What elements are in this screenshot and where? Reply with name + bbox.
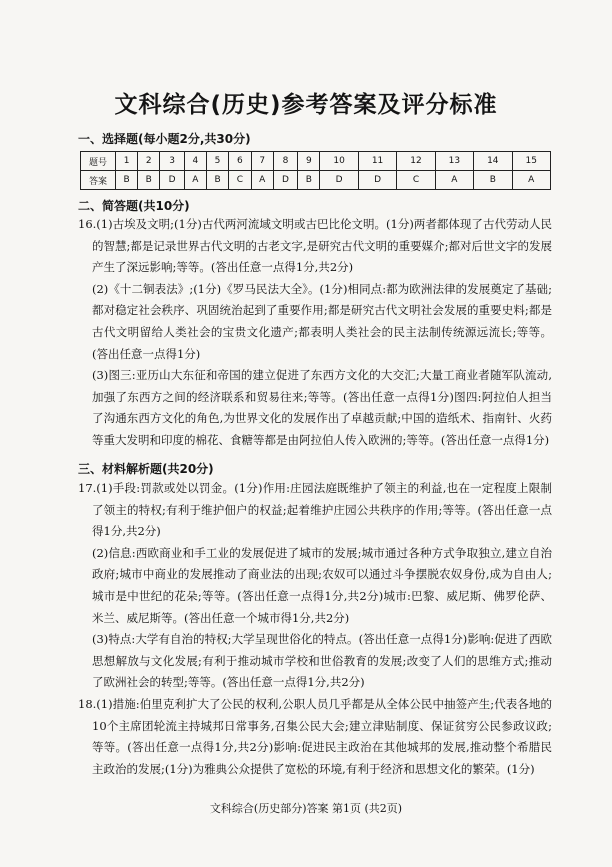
number-cell: 7 (251, 152, 273, 171)
q16-part2: (2)《十二铜表法》;(1分)《罗马民法大全》。(1分)相同点:都为欧洲法律的发展奠定了基础;都对稳定社会秩序、巩固统治起到了重要作用;都是研究古代文明社会发展的重要史料;都是古代文明留给人类社会的宝贵文化遗产;都表明人类社会的民主法制传统源远流长;等等。(答出任意一点得1分) (92, 281, 552, 361)
answer-cell: B (116, 171, 138, 190)
q16-part1: 16.(1)古埃及文明;(1分)古代两河流域文明或古巴比伦文明。(1分)两者都体现了古代劳动人民的智慧;都是记录世界古代文明的古老文字,是研究古代文明的重要媒介;都对后世文字的发展产生了深远影响;等等。(答出任意一点得1分,共2分) (78, 217, 552, 275)
section-3-body (78, 478, 552, 780)
q16-part3: (3)图三:亚历山大东征和帝国的建立促进了东西方文化的大交汇;大量工商业者随军队流动,加强了东西方之间的经济联系和贸易往来;等等。(答出任意一点得1分)图四:阿拉伯人担当了沟通东西方文化的角色,为世界文化的发展作出了卓越贡献;中国的造纸术、指南针、火药等重大发明和印度的棉花、食糖等都是由阿拉伯人传入欧洲的;等等。(答出任意一点得1分) (92, 368, 552, 447)
number-cell: 15 (512, 152, 550, 171)
answer-cell: D (273, 171, 297, 190)
answer-cell: B (138, 171, 160, 190)
q17-part1: 17.(1)手段:罚款或处以罚金。(1分)作用:庄园法庭既维护了领主的利益,也在一定程度上限制了领主的特权;有利于维护佃户的权益;起着维护庄园公共秩序的作用;等等。(答出任意一点得1分,共2分) (78, 481, 552, 539)
answer-cell: C (229, 171, 252, 190)
page-footer: 文科综合(历史部分)答案 第1页 (共2页) (209, 802, 403, 815)
row-label-number: 题号 (81, 152, 116, 171)
number-cell: 4 (184, 152, 206, 171)
q17-part2: (2)信息:西欧商业和手工业的发展促进了城市的发展;城市通过各种方式争取独立,建立自治政府;城市中商业的发展推动了商业法的出现;农奴可以通过斗争摆脱农奴身份,成为自由人;城市是中世纪的花朵;等等。(答出任意一点得1分,共2分)城市:巴黎、威尼斯、佛罗伦萨、米兰、威尼斯等。(答出任意一个城市得1分,共2分) (92, 545, 552, 625)
number-cell: 10 (320, 152, 358, 171)
answer-cell: D (358, 171, 396, 190)
answer-cell: A (512, 171, 550, 190)
number-cell: 13 (435, 152, 473, 171)
page-title: 文科综合(历史)参考答案及评分标准 (114, 92, 498, 118)
number-cell: 6 (229, 152, 252, 171)
number-cell: 2 (138, 152, 160, 171)
answer-cell: B (206, 171, 228, 190)
number-cell: 12 (397, 152, 435, 171)
answer-cell: D (160, 171, 184, 190)
section-2-heading: 二、简答题(共10分) (78, 199, 190, 213)
answer-cell: A (435, 171, 473, 190)
number-cell: 8 (273, 152, 297, 171)
section-1-heading: 一、选择题(每小题2分,共30分) (78, 132, 251, 146)
number-cell: 5 (206, 152, 228, 171)
answer-cell: C (397, 171, 435, 190)
number-cell: 11 (358, 152, 396, 171)
number-cell: 3 (160, 152, 184, 171)
answer-cell: B (474, 171, 512, 190)
question-number-row (81, 152, 551, 171)
number-cell: 9 (298, 152, 320, 171)
answer-cell: A (251, 171, 273, 190)
row-label-answer: 答案 (81, 171, 116, 190)
section-3-heading: 三、材料解析题(共20分) (78, 462, 214, 476)
answer-cell: A (184, 171, 206, 190)
answer-cell: D (320, 171, 358, 190)
answer-table (80, 151, 551, 190)
q18-part1: 18.(1)措施:伯里克利扩大了公民的权利,公职人员几乎都是从全体公民中抽签产生;代表各地的10个主席团轮流主持城邦日常事务,召集公民大会;建立津贴制度、保证贫穷公民参政议政;等等。(答出任意一点得1分,共2分)影响:促进民主政治在其他城邦的发展,推动整个希腊民主政治的发展;(1分)为雅典公众提供了宽松的环境,有利于经济和思想文化的繁荣。(1分) (78, 696, 552, 776)
section-2-body (78, 214, 552, 452)
answer-row (81, 171, 551, 190)
number-cell: 1 (116, 152, 138, 171)
answer-cell: B (298, 171, 320, 190)
number-cell: 14 (474, 152, 512, 171)
q17-part3: (3)特点:大学有自治的特权;大学呈现世俗化的特点。(答出任意一点得1分)影响:促进了西欧思想解放与文化发展;有利于推动城市学校和世俗教育的发展;改变了人们的思维方式;推动了欧洲社会的转型;等等。(答出任意一点得1分,共2分) (92, 632, 552, 690)
